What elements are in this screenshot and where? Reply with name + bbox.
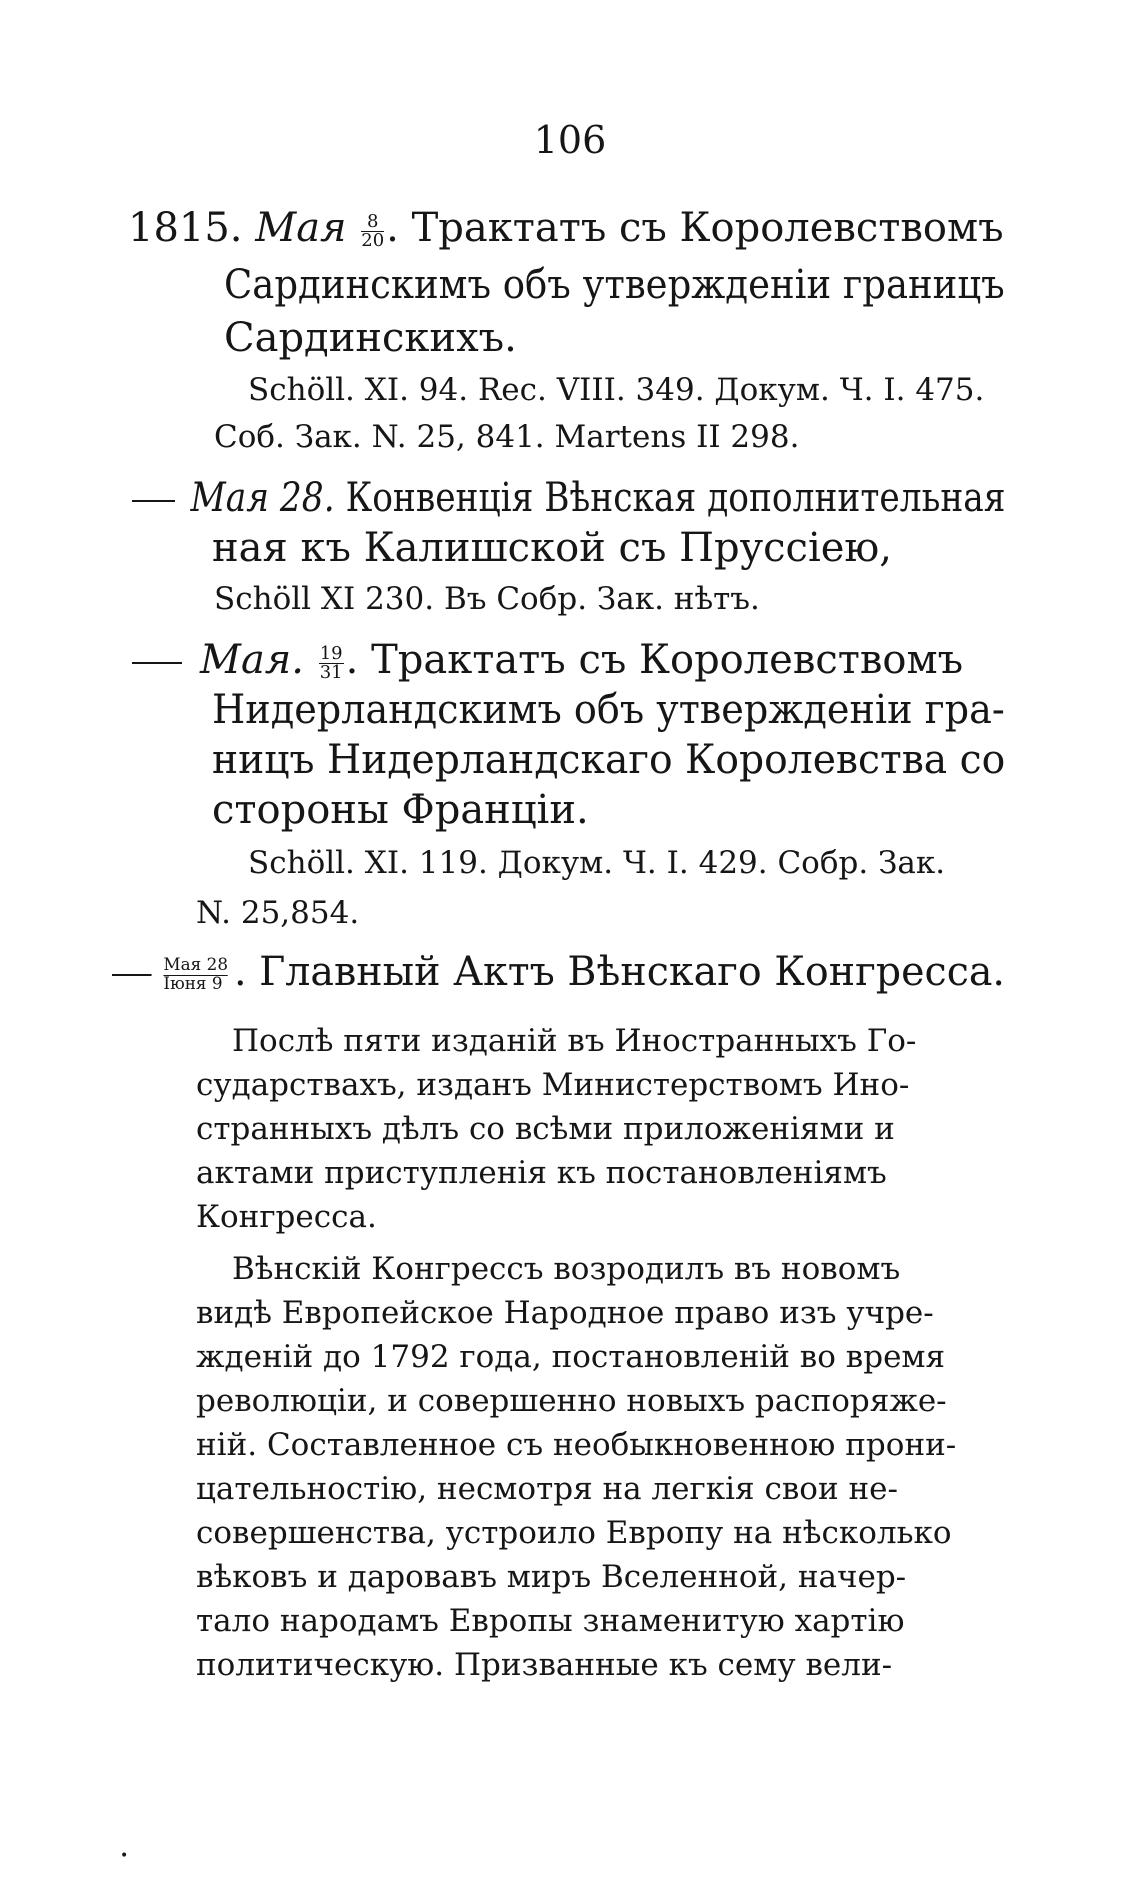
entry-1-year: 1815. xyxy=(128,205,243,251)
entry-2-dash xyxy=(132,500,175,502)
paragraph-2-line-6: цательностію, несмотря на легкія свои не- xyxy=(196,1471,898,1507)
entry-1-month: Мая xyxy=(255,205,347,251)
paragraph-2-line-8: вѣковъ и даровавъ миръ Вселенной, начер- xyxy=(196,1559,907,1595)
entry-3-title-line-1: . Трактатъ съ Королевствомъ xyxy=(345,637,964,683)
entry-4-title: . Главный Актъ Вѣнскаго Конгресса. xyxy=(233,949,1006,995)
paragraph-2-line-5: ній. Составленное съ необыкновенною прони- xyxy=(196,1427,957,1463)
entry-2-heading xyxy=(132,475,1006,521)
entry-1-title-line-1: . Трактатъ съ Королевствомъ xyxy=(386,205,1004,251)
entry-3-reference-2: N. 25,854. xyxy=(196,895,360,931)
paragraph-2-line-2: видѣ Европейское Народное право изъ учре- xyxy=(196,1295,934,1331)
entry-4-heading xyxy=(112,949,1006,995)
entry-4-date-range: Мая 28 Іюня 9 xyxy=(163,954,229,994)
paragraph-2-line-4: революціи, и совершенно новыхъ распоряже- xyxy=(196,1383,947,1419)
paragraph-2-line-9: тало народамъ Европы знаменитую хартію xyxy=(196,1603,905,1639)
paragraph-2-line-1: Вѣнскій Конгрессъ возродилъ въ новомъ xyxy=(232,1251,901,1287)
entry-2-title-line-1: Конвенція Вѣнская дополнительная xyxy=(345,475,1006,521)
entry-3-title-line-2: Нидерландскимъ объ утвержденіи гра- xyxy=(212,687,1005,733)
entry-2-reference-1: Schöll XI 230. Въ Собр. Зак. нѣтъ. xyxy=(214,581,760,617)
entry-1-title-line-3: Сардинскихъ. xyxy=(224,315,517,361)
paragraph-1-line-4: актами приступленія къ постановленіямъ xyxy=(196,1155,887,1191)
paragraph-1-line-2: сударствахъ, изданъ Министерствомъ Ино- xyxy=(196,1067,910,1103)
entry-1-reference-1: Schöll. XI. 94. Rec. VIII. 349. Докум. Ч. I. 475. xyxy=(248,372,985,408)
paragraph-2-line-7: совершенства, устроило Европу на нѣсколько xyxy=(196,1515,952,1551)
page-number: 106 xyxy=(533,118,607,162)
entry-3-title-line-3: ницъ Нидерландскаго Королевства со xyxy=(212,737,1006,783)
entry-3-title-line-4: стороны Франціи. xyxy=(212,787,589,833)
paragraph-2-line-10: политическую. Призванные къ сему вели- xyxy=(196,1647,893,1683)
entry-1-heading xyxy=(128,205,1004,251)
entry-3-date-fraction: $\frac{19}{31}$ xyxy=(319,642,343,683)
entry-1-title-line-2: Сардинскимъ объ утвержденіи границъ xyxy=(224,262,1005,308)
paragraph-1-line-3: странныхъ дѣлъ со всѣми приложеніями и xyxy=(196,1111,895,1147)
entry-3-dash xyxy=(132,662,182,664)
paragraph-2-line-3: жденій до 1792 года, постановленій во время xyxy=(196,1339,946,1375)
paragraph-1-line-5: Конгресса. xyxy=(196,1199,377,1235)
entry-3-month: Мая. xyxy=(200,637,305,683)
entry-3-heading xyxy=(132,637,964,683)
entry-2-title-line-2: ная къ Калишской съ Пруссіею, xyxy=(212,525,892,571)
entry-1-date-fraction: $\frac{8}{20}$ xyxy=(361,210,385,251)
entry-3-reference-1: Schöll. XI. 119. Докум. Ч. I. 429. Собр. Зак. xyxy=(248,845,946,881)
entry-2-date: Мая 28. xyxy=(190,475,335,521)
ink-speck: • xyxy=(120,1848,129,1864)
paragraph-1-line-1: Послѣ пяти изданій въ Иностранныхъ Го- xyxy=(232,1023,917,1059)
entry-1-reference-2: Соб. Зак. N. 25, 841. Martens II 298. xyxy=(214,419,800,455)
entry-4-dash xyxy=(112,974,152,976)
